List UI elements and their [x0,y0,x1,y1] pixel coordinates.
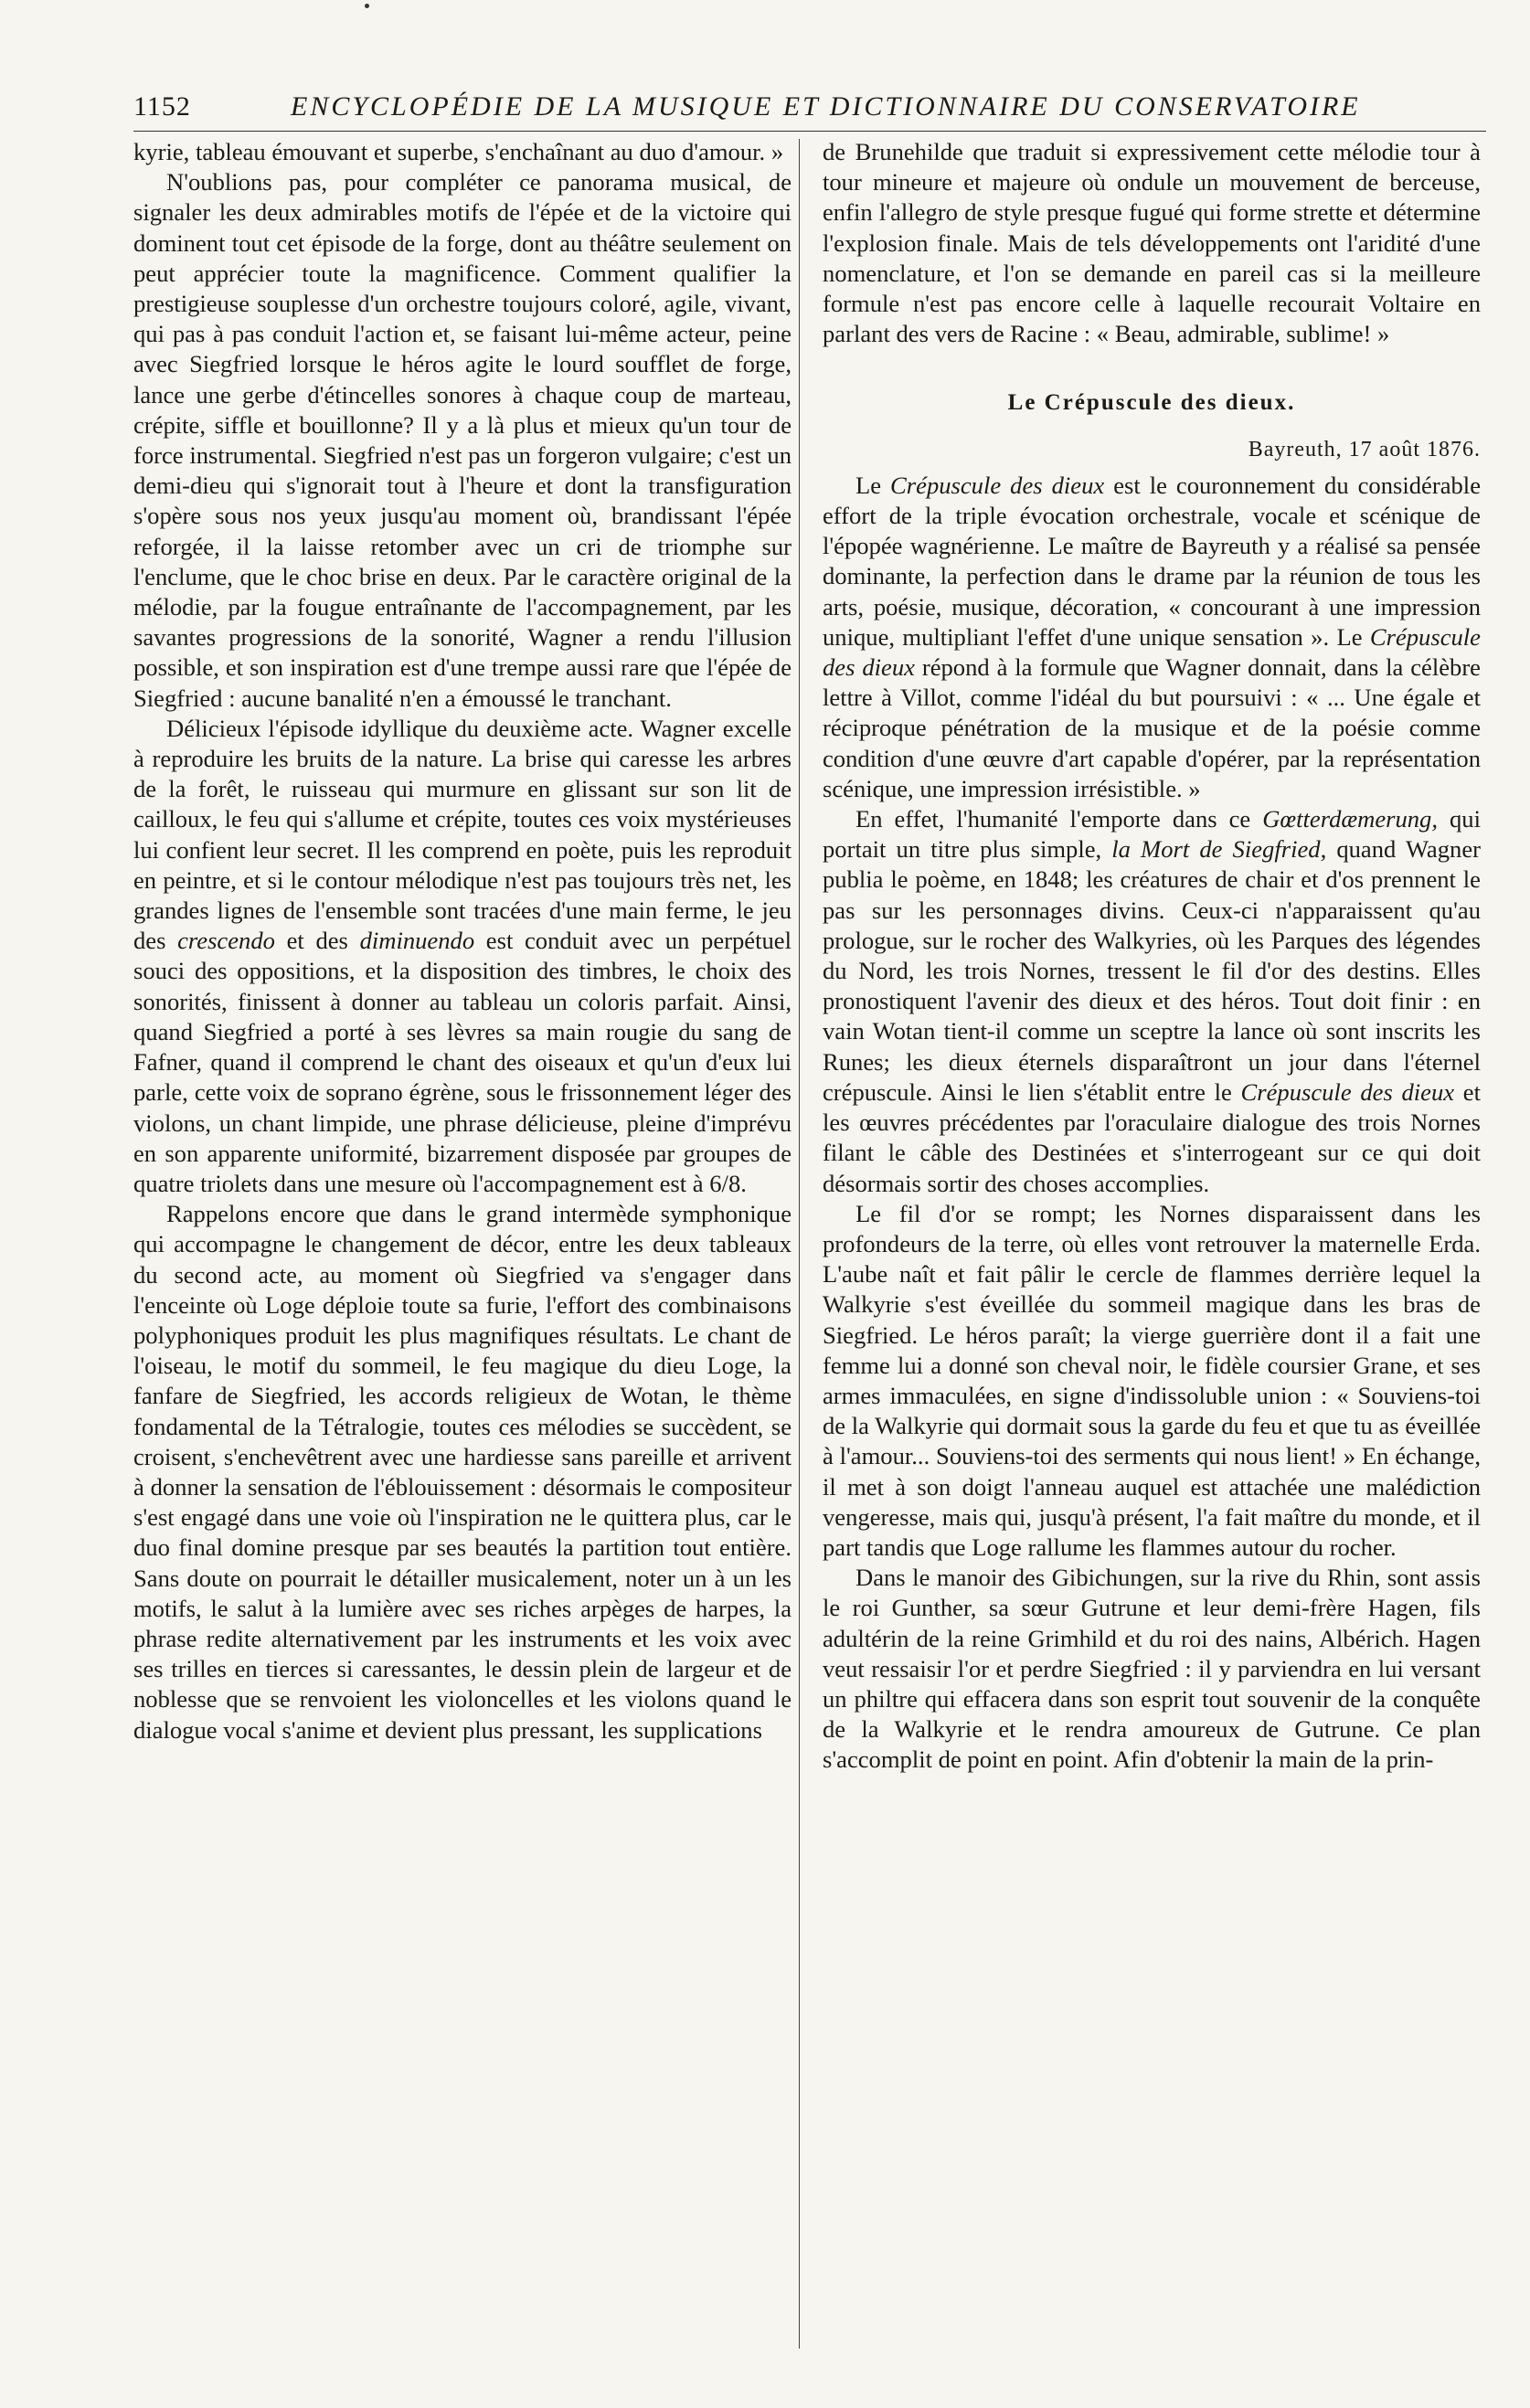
paragraph: kyrie, tableau émouvant et superbe, s'enchaînant au duo d'amour. » [133,138,784,165]
paragraph: En effet, l'humanité l'emporte dans ce Gœtterdæmerung, qui portait un titre plus simple, la Mort de Siegfried, quand Wagner publia le poème, en 1848; les créatures de chair et d'os prennent le pas sur les personnages divins. Ceux-ci n'apparaissent qu'au prologue, sur le rocher des Walkyries, où les Parques des légendes du Nord, les trois Nornes, tressent le fil d'or des destins. Elles pronostiquent l'avenir des dieux et des héros. Tout doit finir : en vain Wotan tient-il comme un sceptre la lance où sont inscrits les Runes; les dieux éternels disparaîtront un jour dans l'éternel crépuscule. Ainsi le lien s'établit entre le Crépuscule des dieux et les œuvres précédentes par l'oraculaire dialogue des trois Nornes filant le câble des Destinées et s'interrogeant sur ce qui doit désormais sortir des choses accomplies. [823,805,1481,1197]
paragraph: Délicieux l'épisode idyllique du deuxième acte. Wagner excelle à reproduire les bruits de la nature. La brise qui caresse les arbres de la forêt, le ruisseau qui murmure en glissant sur son lit de cailloux, le feu qui s'allume et crépite, toutes ces voix mystérieuses lui confient leur secret. Il les comprend en poète, puis les reproduit en peintre, et si le contour mélodique n'est pas toujours très net, les grandes lignes de l'ensemble sont tracées d'une main ferme, le jeu des crescendo et des diminuendo est conduit avec un perpétuel souci des oppositions, et la disposition des timbres, le choix des sonorités, finissent à donner au tableau un coloris parfait. Ainsi, quand Siegfried a porté à ses lèvres sa main rougie du sang de Fafner, quand il comprend le chant des oiseaux et qu'un d'eux lui parle, cette voix de soprano égrène, sous le frissonnement léger des violons, un chant limpide, une phrase délicieuse, pleine d'imprévu en son apparente uniformité, bizarrement disposée par groupes de quatre triolets dans une mesure où l'accompagnement est à 6/8. [133,714,792,1197]
print-speck [365,4,369,8]
right-column [823,137,1481,1776]
work-title: la Mort de Siegfried, [1111,835,1327,864]
page-header [133,91,1361,128]
left-column [133,137,792,1745]
paragraph: Dans le manoir des Gibichungen, sur la rive du Rhin, sont assis le roi Gunther, sa sœur Gutrune et leur demi-frère Hagen, fils adultérin de la reine Grimhild et du roi des nains, Albérich. Hagen veut ressaisir l'or et perdre Siegfried : il y parviendra en lui versant un philtre qui effacera dans son esprit tout souvenir de la conquête de la Walkyrie et le rendra amoureux de Gutrune. Ce plan s'accomplit de point en point. Afin d'obtenir la main de la prin- [823,1564,1481,1774]
work-title: Crépuscule des dieux [1240,1077,1455,1106]
column-divider [799,139,800,2349]
section-title: Le Crépuscule des dieux. [1007,390,1296,416]
page-number: 1152 [133,91,191,122]
work-title: Crépuscule des dieux [890,471,1105,499]
paragraph: Rappelons encore que dans le grand intermède symphonique qui accompagne le changement de décor, entre les deux tableaux du second acte, au moment où Siegfried va s'engager dans l'enceinte où Loge déploie toute sa furie, l'effort des combinaisons polyphoniques produit les plus magnifiques résultats. Le chant de l'oiseau, le motif du sommeil, le feu magique du dieu Loge, la fanfare de Siegfried, les accords religieux de Wotan, le thème fondamental de la Tétralogie, toutes ces mélodies se succèdent, se croisent, s'enchevêtrent avec une hardiesse sans pareille et arrivent à donner la sensation de l'éblouissement : désormais le compositeur s'est engagé dans une voie où l'inspiration ne le quittera plus, car le duo final domine presque par ses beautés la partition tout entière. Sans doute on pourrait le détailler musicalement, noter un à un les motifs, le salut à la lumière avec ses riches arpèges de harpes, la phrase redite alternativement par les instruments et les voix avec ses trilles en tierces si caressantes, le dessin plein de largeur et de noblesse que se renvoient les violoncelles et les violons quand le dialogue vocal s'anime et devient plus pressant, les supplications [133,1200,792,1744]
term-diminuendo: diminuendo [359,927,475,955]
term-crescendo: crescendo [177,927,275,955]
work-title: Crépuscule des dieux [823,622,1481,682]
paragraph: Le fil d'or se rompt; les Nornes disparaissent dans les profondeurs de la terre, où elles vont retrouver la maternelle Erda. L'aube naît et fait pâlir le cercle de flammes derrière lequel la Walkyrie s'est éveillée du sommeil magique dans les bras de Siegfried. Le héros paraît; la vierge guerrière dont il a fait une femme lui a donné son cheval noir, le fidèle coursier Grane, et ses armes immaculées, en signe d'indissoluble union : « Souviens-toi de la Walkyrie qui dormait sous la garde du feu et que tu as éveillée à l'amour... Souviens-toi des serments qui nous lient! » En échange, il met à son doigt l'anneau auquel est attachée une malédiction vengeresse, mais qui, jusqu'à présent, l'a fait maître du monde, et il part tandis que Loge rallume les flammes autour du rocher. [823,1199,1481,1561]
header-rule [133,131,1486,132]
dateline: Bayreuth, 17 août 1876. [1248,437,1481,461]
paragraph: N'oublions pas, pour compléter ce panorama musical, de signaler les deux admirables motifs de l'épée et de la victoire qui dominent tout cet épisode de la forge, dont au théâtre seulement on peut apprécier toute la magnificence. Comment qualifier la prestigieuse souplesse d'un orchestre toujours coloré, agile, vivant, qui pas à pas conduit l'action et, se faisant lui-même acteur, peine avec Siegfried lorsque le héros agite le lourd soufflet de forge, lance une gerbe d'étincelles sonores à chaque coup de marteau, crépite, siffle et bouillonne? Il y a là plus et mieux qu'un tour de force instrumental. Siegfried n'est pas un forgeron vulgaire; c'est un demi-dieu qui s'ignorait tout à l'heure et dont la transfiguration s'opère sous nos yeux jusqu'au moment où, brandissant l'épée reforgée, il la laisse retomber avec un cri de triomphe sur l'enclume, que le choc brise en deux. Par le caractère original de la mélodie, par la fougue entraînante de l'accompagnement, par les savantes progressions de la sonorité, Wagner a rendu l'illusion possible, et son inspiration est d'une trempe aussi rare que l'épée de Siegfried : aucune banalité n'en a émoussé le tranchant. [133,168,792,712]
running-title: ENCYCLOPÉDIE DE LA MUSIQUE ET DICTIONNAIRE DU CONSERVATOIRE [291,91,1361,122]
work-title: Gœtterdæmerung, [1262,805,1439,833]
paragraph: Le Crépuscule des dieux est le couronnement du considérable effort de la triple évocation orchestrale, vocale et scénique de l'épopée wagnérienne. Le maître de Bayreuth y a réalisé sa pensée dominante, la perfection dans le drame par la réunion de tous les arts, poésie, musique, décoration, « concourant à une impression unique, multipliant l'effet d'une unique sensation ». Le Crépuscule des dieux répond à la formule que Wagner donnait, dans la célèbre lettre à Villot, comme l'idéal du but poursuivi : « ... Une égale et réciproque pénétration de la musique et de la poésie comme condition d'une œuvre d'art capable d'opérer, par la représentation scénique, une impression irrésistible. » [823,471,1481,802]
paragraph: de Brunehilde que traduit si expressivement cette mélodie tour à tour mineure et majeure où ondule un mouvement de berceuse, enfin l'allegro de style presque fugué qui forme strette et détermine l'explosion finale. Mais de tels développements ont l'aridité d'une nomenclature, et l'on se demande en pareil cas si la meilleure formule n'est pas encore celle à laquelle recourait Voltaire en parlant des vers de Racine : « Beau, admirable, sublime! » [823,138,1481,348]
